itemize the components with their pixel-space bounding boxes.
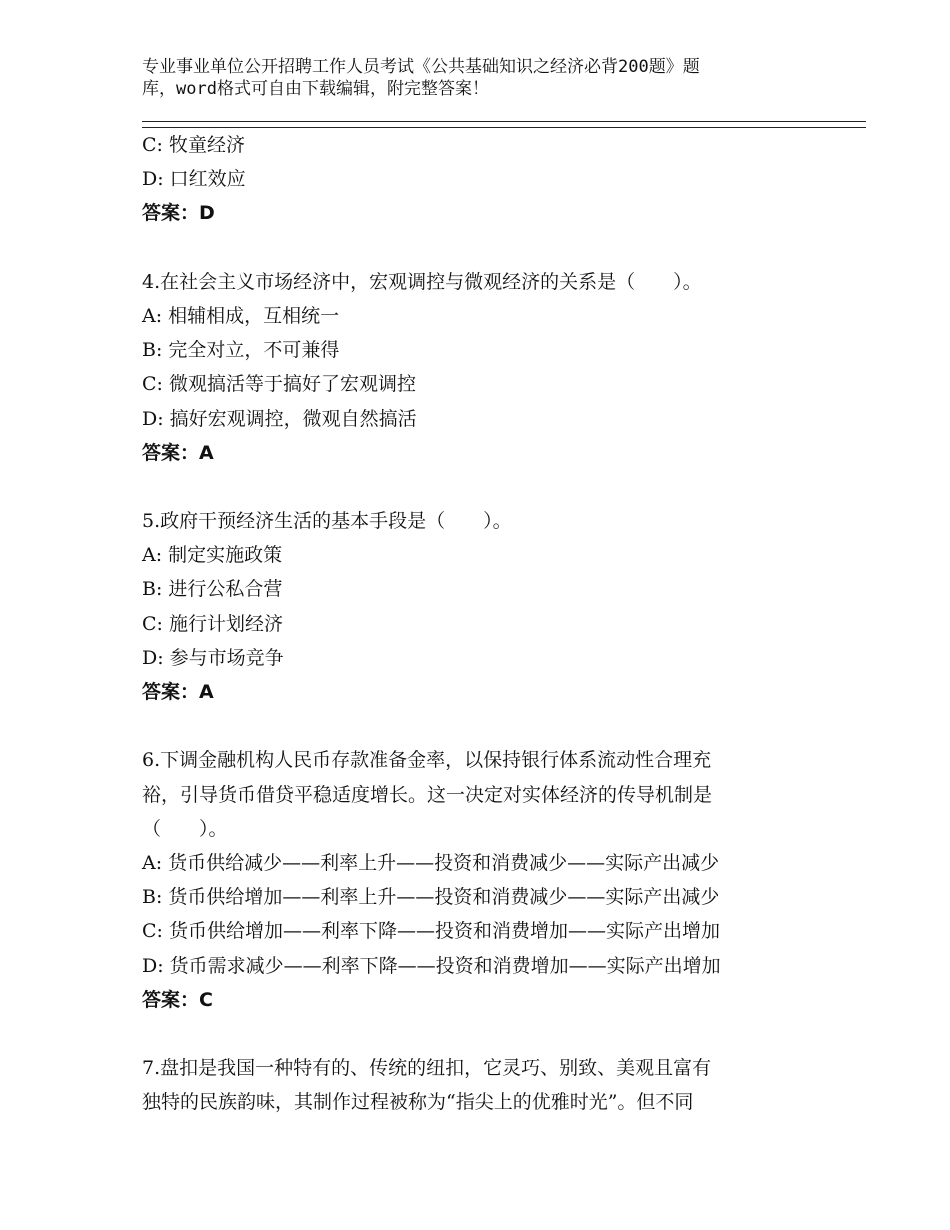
q5-answer: 答案：A xyxy=(142,681,214,703)
q4-option-b: B: 完全对立，不可兼得 xyxy=(142,339,340,362)
q6-stem-line-2: 裕，引导货币借贷平稳适度增长。这一决定对实体经济的传导机制是 xyxy=(142,783,713,806)
q6-option-d: D: 货币需求减少——利率下降——投资和消费增加——实际产出增加 xyxy=(142,954,721,977)
question-7 xyxy=(142,1051,842,1119)
header-double-rule xyxy=(142,121,866,128)
q5-option-c: C: 施行计划经济 xyxy=(142,612,283,635)
q4-option-c: C: 微观搞活等于搞好了宏观调控 xyxy=(142,373,416,396)
question-gap xyxy=(142,231,842,265)
q5-option-b: B: 进行公私合营 xyxy=(142,578,283,601)
q6-option-c: C: 货币供给增加——利率下降——投资和消费增加——实际产出增加 xyxy=(142,920,720,943)
question-gap xyxy=(142,709,842,743)
q6-answer: 答案：C xyxy=(142,988,213,1011)
q6-option-a: A: 货币供给减少——利率上升——投资和消费减少——实际产出减少 xyxy=(142,851,720,874)
question-5 xyxy=(142,504,842,709)
q3-answer: 答案：D xyxy=(142,202,215,225)
q3-option-d: D: 口红效应 xyxy=(142,168,246,191)
header-title-line-2: 库，word格式可自由下载编辑，附完整答案！ xyxy=(142,79,489,99)
q4-answer: 答案：A xyxy=(142,441,214,464)
q4-option-d: D: 搞好宏观调控，微观自然搞活 xyxy=(142,407,417,430)
q6-option-b: B: 货币供给增加——利率上升——投资和消费减少——实际产出减少 xyxy=(142,886,720,909)
q5-stem: 5.政府干预经济生活的基本手段是（ ）。 xyxy=(142,510,512,533)
q5-option-d: D: 参与市场竞争 xyxy=(142,646,284,669)
question-6 xyxy=(142,743,842,1017)
q3-option-c: C: 牧童经济 xyxy=(142,134,245,156)
question-3-tail xyxy=(142,128,842,231)
question-gap xyxy=(142,470,842,504)
q5-option-a: A: 制定实施政策 xyxy=(142,544,283,567)
header-title-line-1: 专业事业单位公开招聘工作人员考试《公共基础知识之经济必背200题》题 xyxy=(142,57,700,77)
q4-option-a: A: 相辅相成，互相统一 xyxy=(142,304,340,327)
q6-stem-line-3: （ ）。 xyxy=(142,817,228,840)
question-4 xyxy=(142,265,842,470)
q7-stem-line-1: 7.盘扣是我国一种特有的、传统的纽扣，它灵巧、别致、美观且富有 xyxy=(142,1057,712,1080)
q6-stem-line-1: 6.下调金融机构人民币存款准备金率，以保持银行体系流动性合理充 xyxy=(142,749,712,772)
q7-stem-line-2: 独特的民族韵味，其制作过程被称为“指尖上的优雅时光”。但不同 xyxy=(142,1091,694,1114)
q4-stem: 4.在社会主义市场经济中，宏观调控与微观经济的关系是（ ）。 xyxy=(142,270,702,293)
question-content xyxy=(142,128,842,1119)
question-gap xyxy=(142,1017,842,1051)
document-header xyxy=(142,56,782,100)
